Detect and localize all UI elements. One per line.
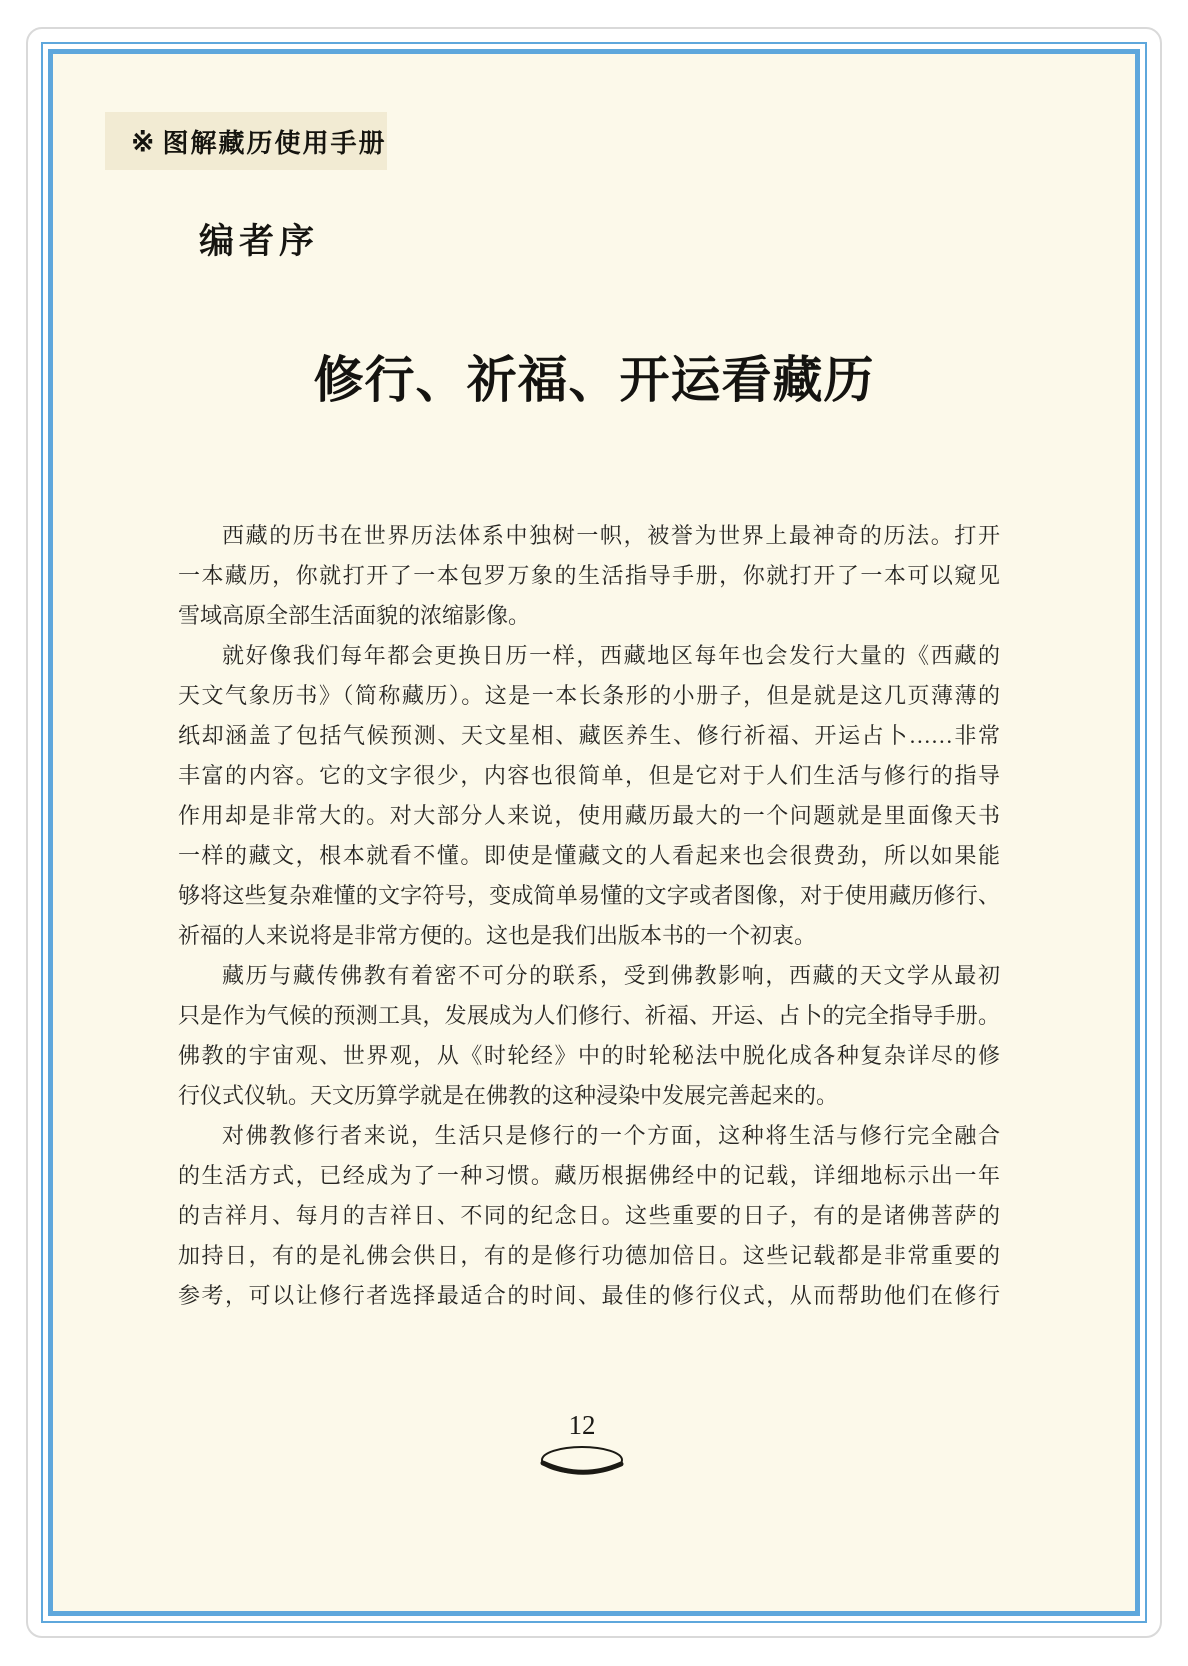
body-text-line: 西藏的历书在世界历法体系中独树一帜，被誉为世界上最神奇的历法。打开 — [222, 523, 1000, 548]
body-text-line: 祈福的人来说将是非常方便的。这也是我们出版本书的一个初衷。 — [178, 923, 817, 948]
section-label: 编者序 — [199, 222, 320, 261]
body-text-line: 佛教的宇宙观、世界观，从《时轮经》中的时轮秘法中脱化成各种复杂详尽的修 — [178, 1043, 1000, 1068]
inner-blue-frame — [48, 49, 1140, 1616]
body-text-line: 作用却是非常大的。对大部分人来说，使用藏历最大的一个问题就是里面像天书 — [178, 803, 1000, 828]
outer-blue-frame — [41, 42, 1147, 1623]
body-text-line: 一本藏历，你就打开了一本包罗万象的生活指导手册，你就打开了一本可以窥见 — [178, 563, 1000, 588]
body-text-line: 参考，可以让修行者选择最适合的时间、最佳的修行仪式，从而帮助他们在修行 — [178, 1283, 1000, 1308]
body-text-line: 雪域高原全部生活面貌的浓缩影像。 — [178, 603, 531, 628]
body-text-block — [178, 516, 1000, 1316]
page-number-ink-swash-icon — [41, 1444, 1123, 1489]
body-text-line: 加持日，有的是礼佛会供日，有的是修行功德加倍日。这些记载都是非常重要的 — [178, 1243, 1000, 1268]
body-text-line: 就好像我们每年都会更换日历一样，西藏地区每年也会发行大量的《西藏的 — [222, 643, 1000, 668]
body-text-line: 一样的藏文，根本就看不懂。即使是懂藏文的人看起来也会很费劲，所以如果能 — [178, 843, 1000, 868]
body-text-line: 纸却涵盖了包括气候预测、天文星相、藏医养生、修行祈福、开运占卜……非常 — [178, 723, 1000, 748]
body-text-line: 够将这些复杂难懂的文字符号，变成简单易懂的文字或者图像，对于使用藏历修行、 — [178, 883, 1000, 908]
body-text-line: 只是作为气候的预测工具，发展成为人们修行、祈福、开运、占卜的完全指导手册。 — [178, 1003, 1000, 1028]
header-ornament-icon: ※ — [131, 125, 155, 157]
page-title: 修行、祈福、开运看藏历 — [313, 352, 875, 408]
body-text-line: 藏历与藏传佛教有着密不可分的联系，受到佛教影响，西藏的天文学从最初 — [222, 963, 1000, 988]
body-text-line: 对佛教修行者来说，生活只是修行的一个方面，这种将生活与修行完全融合 — [222, 1123, 1000, 1148]
page-card — [26, 27, 1162, 1638]
body-text-line: 行仪式仪轨。天文历算学就是在佛教的这种浸染中发展完善起来的。 — [178, 1083, 839, 1108]
body-text-line: 天文气象历书》（简称藏历）。这是一本长条形的小册子，但是就是这几页薄薄的 — [178, 683, 1000, 708]
body-text-line: 的生活方式，已经成为了一种习惯。藏历根据佛经中的记载，详细地标示出一年 — [178, 1163, 1000, 1188]
body-text-line: 的吉祥月、每月的吉祥日、不同的纪念日。这些重要的日子，有的是诸佛菩萨的 — [178, 1203, 1000, 1228]
page-number: 12 — [568, 1410, 596, 1440]
running-header-title: 图解藏历使用手册 — [162, 127, 387, 158]
running-header — [105, 112, 387, 170]
page-body — [53, 54, 1135, 1611]
body-text-line: 丰富的内容。它的文字很少，内容也很简单，但是它对于人们生活与修行的指导 — [178, 763, 1000, 788]
